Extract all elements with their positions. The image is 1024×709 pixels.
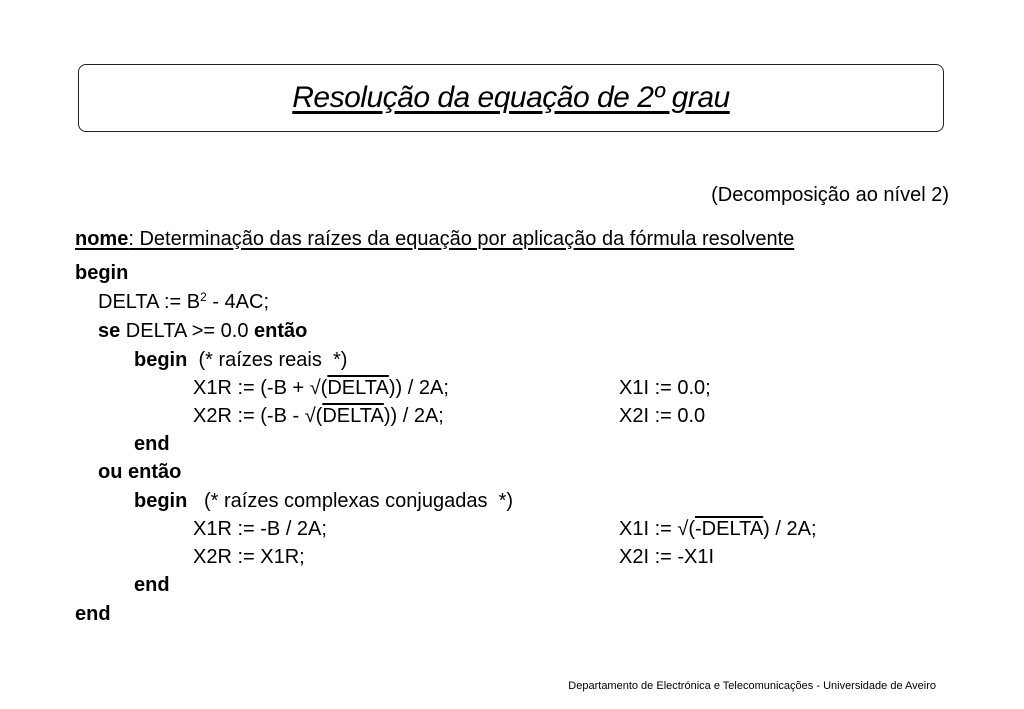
code-end-main: [75, 603, 111, 626]
comment-complex: (* raízes complexas conjugadas *): [187, 490, 514, 512]
entao-keyword: então: [254, 320, 308, 342]
code-x2r-complex: X2R := X1R;: [193, 546, 305, 568]
end-main-keyword: end: [75, 603, 111, 625]
code-se: [98, 320, 307, 343]
delta-exponent: 2: [200, 290, 207, 304]
begin-keyword: begin: [75, 262, 129, 284]
x1r-sqrt-arg: DELTA: [327, 377, 389, 399]
comment-real: (* raízes reais *): [187, 349, 348, 371]
x1i-suffix: ) / 2A;: [763, 518, 817, 540]
begin-complex-keyword: begin: [134, 490, 188, 512]
code-x2i-real: X2I := 0.0: [619, 405, 706, 427]
end-real-keyword: end: [134, 433, 170, 455]
code-x1i-complex: [619, 518, 817, 541]
code-begin-real: [134, 349, 347, 372]
x1r-suffix: )) / 2A;: [388, 377, 449, 399]
code-end-complex: [134, 574, 170, 597]
x1r-prefix: X1R := (-B + √(: [193, 377, 328, 399]
code-x1r-real: [193, 377, 449, 400]
end-complex-keyword: end: [134, 574, 170, 596]
code-delta: [98, 291, 269, 314]
se-keyword: se: [98, 320, 121, 342]
code-x2r-real: [193, 405, 444, 428]
delta-suffix: - 4AC;: [206, 291, 270, 313]
name-line: [75, 228, 794, 251]
x2r-prefix: X2R := (-B - √(: [193, 405, 323, 427]
code-x1i-real: X1I := 0.0;: [619, 377, 711, 399]
begin-real-keyword: begin: [134, 349, 188, 371]
code-begin-complex: [134, 490, 513, 513]
ou-entao-keyword: ou então: [98, 461, 182, 483]
delta-prefix: DELTA := B: [98, 291, 201, 313]
x2r-suffix: )) / 2A;: [383, 405, 444, 427]
footer: Departamento de Electrónica e Telecomunicações - Universidade de Aveiro: [568, 680, 936, 692]
slide-title: Resolução da equação de 2º grau: [292, 81, 730, 114]
condition: DELTA >= 0.0: [120, 320, 255, 342]
title-box: [78, 64, 944, 132]
code-ou-entao: [98, 461, 181, 484]
subtitle: (Decomposição ao nível 2): [711, 184, 949, 206]
name-keyword: nome: [75, 228, 129, 250]
name-description: : Determinação das raízes da equação por aplicação da fórmula resolvente: [128, 228, 795, 250]
x1i-prefix: X1I := √(: [619, 518, 696, 540]
x2r-sqrt-arg: DELTA: [322, 405, 384, 427]
code-end-real: [134, 433, 170, 456]
code-begin: [75, 262, 128, 285]
x1i-sqrt-arg: -DELTA: [695, 518, 764, 540]
code-x2i-complex: X2I := -X1I: [619, 546, 715, 568]
code-x1r-complex: X1R := -B / 2A;: [193, 518, 327, 540]
